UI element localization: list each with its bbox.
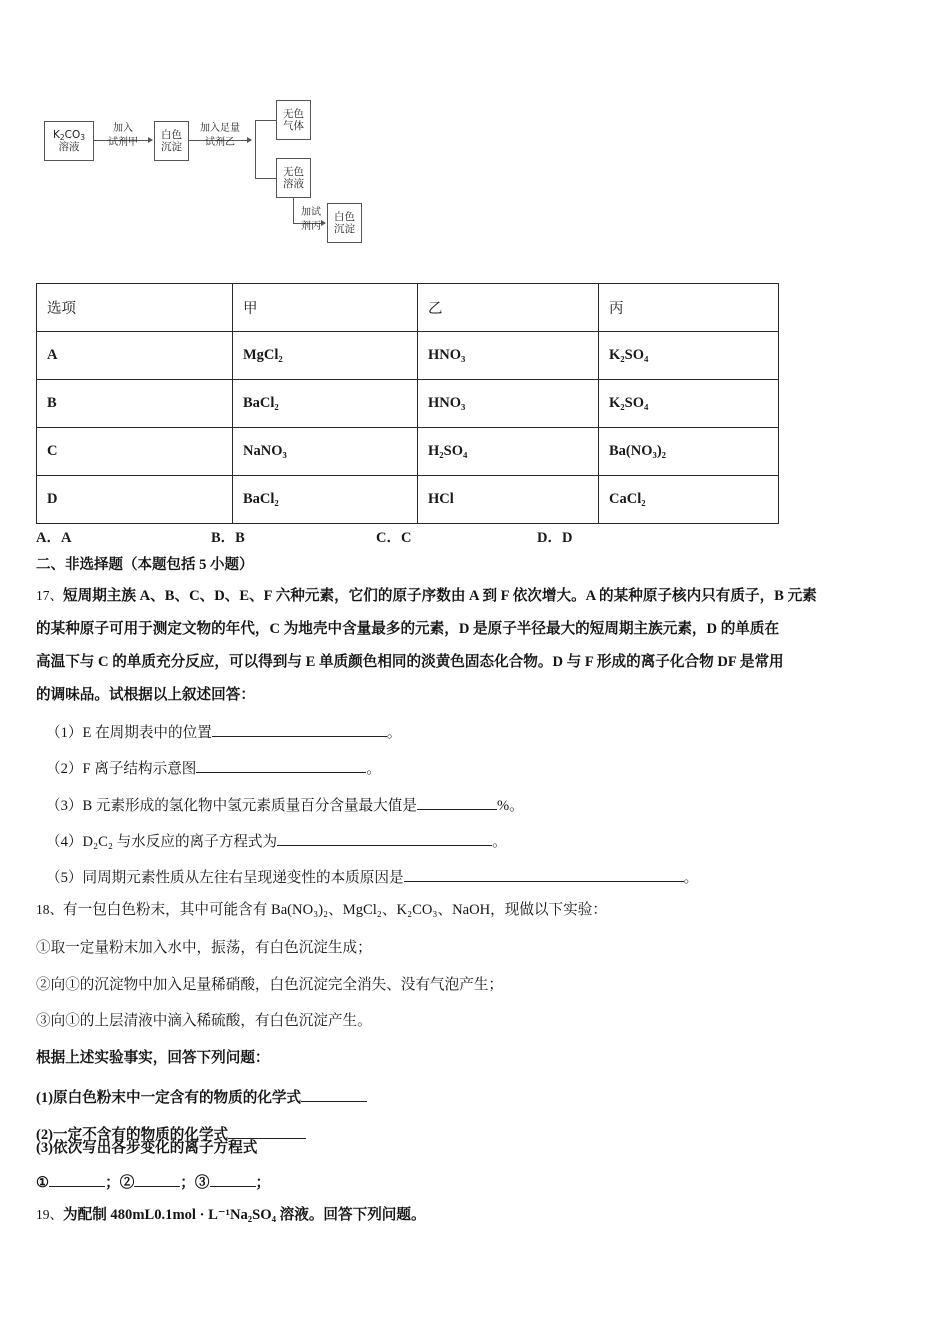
question-18-step-2: ②向①的沉淀物中加入足量稀硝酸，白色沉淀完全消失、没有气泡产生；: [36, 977, 504, 993]
row-option-label: B: [47, 395, 57, 411]
question-17-line-2: 的某种原子可用于测定文物的年代，C 为地壳中含量最多的元素，D 是原子半径最大的短周期主族元素，D 的单质在: [36, 621, 780, 637]
flowchart-node-colorless-solution: 无色 溶液: [276, 158, 311, 198]
question-18-step-1: ①取一定量粉末加入水中，振荡，有白色沉淀生成；: [36, 940, 372, 956]
answer-blank-18-2[interactable]: [228, 1124, 306, 1139]
row-option-label: D: [47, 491, 58, 507]
table-row: [37, 428, 779, 476]
question-17-line-4: 的调味品。试根据以上叙述回答：: [36, 687, 255, 703]
question-19-number: 19、: [36, 1207, 63, 1222]
table-header-option: 选项: [47, 301, 76, 317]
flowchart-edge-1-label: 加入 试剂甲: [108, 123, 138, 148]
table-header-yi: 乙: [428, 301, 443, 317]
question-17-sub-2-period: 。: [366, 761, 382, 777]
options-table: [36, 283, 779, 524]
question-17-sub-2: [46, 758, 381, 777]
question-18-blanks-row: ① ；② ；③ ；: [36, 1172, 270, 1191]
flowchart-edge-2-label: 加入足量 试剂乙: [200, 123, 240, 148]
question-19-stem-text: 为配制 480mL0.1mol · L⁻¹Na₂SO₄ 溶液。回答下列问题。: [63, 1207, 426, 1223]
flowchart-start-state: 溶液: [58, 141, 80, 153]
flowchart-edge-3-vertical: [293, 198, 294, 223]
row-option-label: A: [47, 347, 58, 363]
choice-d[interactable]: D．D: [537, 530, 573, 546]
question-17-sub-5-text: （5）同周期元素性质从左往右呈现递变性的本质原因是: [46, 870, 404, 886]
question-18-stem-text: 有一包白色粉末，其中可能含有 Ba(NO₃)₂、MgCl₂、K₂CO₃、NaOH，现做以下实验：: [63, 902, 607, 918]
choice-a[interactable]: A．A: [36, 530, 72, 546]
question-17-stem-1: 短周期主族 A、B、C、D、E、F 六种元素，它们的原子序数由 A 到 F 依次增大。A 的某种原子核内只有质子，B 元素: [63, 588, 817, 604]
answer-blank-17-5[interactable]: [404, 867, 684, 882]
table-row: [37, 380, 779, 428]
row-jia-formula: BaCl₂: [243, 491, 279, 507]
question-18-number: 18、: [36, 902, 63, 917]
answer-blank-18-1[interactable]: [301, 1087, 367, 1102]
table-header-row: [37, 284, 779, 332]
question-17-sub-1-period: 。: [386, 725, 402, 741]
question-17-number: 17、: [36, 588, 63, 603]
answer-blank-17-2[interactable]: [196, 758, 366, 773]
question-17-sub-3-text: （3）B 元素形成的氢化物中氢元素质量百分含量最大值是: [46, 798, 417, 814]
row-jia-formula: BaCl₂: [243, 395, 279, 411]
question-18-step-3: ③向①的上层清液中滴入稀硫酸，有白色沉淀产生。: [36, 1013, 372, 1029]
question-17-sub-3: [46, 795, 524, 814]
row-jia-formula: NaNO₃: [243, 443, 287, 459]
row-option-label: C: [47, 443, 58, 459]
table-header-bing: 丙: [609, 301, 624, 317]
question-17-line-3: 高温下与 C 的单质充分反应，可以得到与 E 单质颜色相同的淡黄色固态化合物。D 与 F 形成的离子化合物 DF 是常用: [36, 654, 784, 670]
question-18-sub-2-text: (2)一定不含有的物质的化学式: [36, 1127, 229, 1143]
question-18-prompt: 根据上述实验事实，回答下列问题：: [36, 1050, 270, 1066]
question-17-sub-4: [46, 831, 507, 850]
table-header-jia: 甲: [243, 301, 258, 317]
flowchart-branch-bottom-line: [255, 178, 277, 179]
question-17-sub-5-period: 。: [683, 870, 699, 886]
flowchart-branch-spine: [255, 120, 256, 178]
section-heading: 二、非选择题（本题包括 5 小题）: [36, 557, 254, 573]
flowchart-start-formula: $K_2CO_3$: [52, 128, 86, 142]
row-yi-formula: HCl: [428, 491, 454, 507]
flowchart-branch-top-line: [255, 120, 277, 121]
question-17-sub-4-text: （4）D₂C₂ 与水反应的离子方程式为: [46, 834, 278, 850]
flowchart-edge-3-label: 加试 剂丙: [301, 207, 321, 232]
question-18-sub-3: (3)依次写出各步变化的离子方程式: [36, 1140, 258, 1156]
answer-blank-17-3[interactable]: [417, 795, 497, 810]
answer-blank-18-3b[interactable]: [134, 1172, 180, 1187]
row-bing-formula: CaCl₂: [609, 491, 646, 507]
row-bing-formula: K₂SO₄: [609, 395, 649, 411]
row-bing-formula: Ba(NO₃)₂: [609, 443, 667, 459]
row-yi-formula: H₂SO₄: [428, 443, 468, 459]
question-17-sub-1: [46, 722, 401, 741]
question-17-sub-3-unit: %。: [496, 798, 524, 814]
row-yi-formula: HNO₃: [428, 395, 466, 411]
flowchart-node-white-precipitate-2: 白色 沉淀: [327, 203, 362, 243]
question-17-sub-5: [46, 867, 698, 886]
question-17-line-1: [36, 589, 817, 604]
question-18-stem: [36, 903, 607, 918]
answer-blank-17-1[interactable]: [212, 722, 387, 737]
answer-choices-row: [36, 526, 716, 546]
flowchart-node-start: [44, 121, 94, 161]
row-jia-formula: MgCl₂: [243, 347, 283, 363]
question-19-stem: [36, 1208, 426, 1223]
choice-c[interactable]: C．C: [376, 530, 412, 546]
table-row: [37, 476, 779, 524]
choice-b[interactable]: B．B: [211, 530, 245, 546]
flowchart-node-colorless-gas: 无色 气体: [276, 100, 311, 140]
table-row: [37, 332, 779, 380]
question-17-sub-4-period: 。: [492, 834, 507, 850]
answer-blank-18-3a[interactable]: [49, 1172, 105, 1187]
question-17-sub-1-text: （1）E 在周期表中的位置: [46, 725, 212, 741]
question-17-sub-2-text: （2）F 离子结构示意图: [46, 761, 197, 777]
blank-circle-1-label: ①: [36, 1175, 50, 1191]
chemistry-reaction-flowchart: [44, 98, 364, 258]
row-yi-formula: HNO₃: [428, 347, 466, 363]
flowchart-node-white-precipitate-1: 白色 沉淀: [154, 121, 189, 161]
row-bing-formula: K₂SO₄: [609, 347, 649, 363]
answer-blank-18-3c[interactable]: [210, 1172, 256, 1187]
answer-blank-17-4[interactable]: [277, 831, 492, 846]
question-18-sub-1: [36, 1087, 367, 1106]
question-18-sub-1-text: (1)原白色粉末中一定含有的物质的化学式: [36, 1090, 302, 1106]
